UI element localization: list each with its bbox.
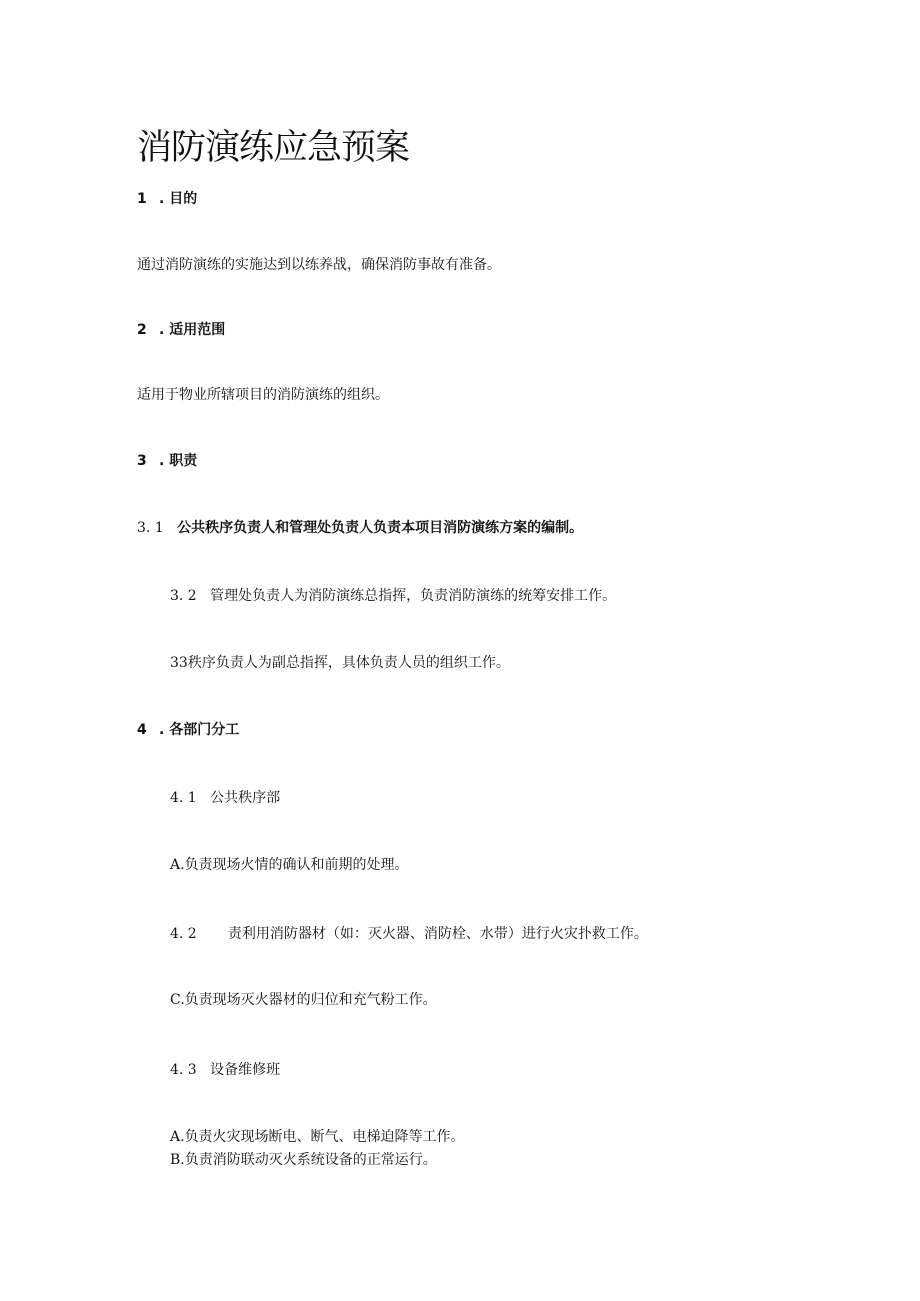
division-item xyxy=(170,1150,437,1170)
division-item xyxy=(170,924,648,944)
section-number: 1 xyxy=(137,191,147,207)
item-number: 4. 2 xyxy=(170,926,197,942)
section-label: . 适用范围 xyxy=(159,322,226,338)
section-label: . 各部门分工 xyxy=(159,722,240,738)
item-text: 负责消防联动灭火系统设备的正常运行。 xyxy=(184,1152,437,1168)
item-text: 负责现场灭火器材的归位和充气粉工作。 xyxy=(184,992,437,1008)
division-item xyxy=(170,855,409,875)
item-number: A. xyxy=(170,857,185,873)
section-heading-scope xyxy=(137,320,225,340)
section-heading-duties xyxy=(137,451,197,471)
section-number: 2 xyxy=(137,322,147,338)
section-label: . 目的 xyxy=(159,191,198,207)
section-heading-division xyxy=(137,720,239,740)
duty-item xyxy=(170,586,616,606)
item-number: C. xyxy=(170,992,185,1008)
section-number: 4 xyxy=(137,722,147,738)
duty-text: 秩序负责人为副总指挥，具体负责人员的组织工作。 xyxy=(187,655,510,671)
scope-paragraph: 适用于物业所辖项目的消防演练的组织。 xyxy=(137,387,389,403)
document-title: 消防演练应急预案 xyxy=(137,128,410,168)
item-text: 责利用消防器材（如：灭火器、消防栓、水带）进行火灾扑救工作。 xyxy=(227,926,648,942)
duty-number: 3. 2 xyxy=(170,588,197,604)
duty-number: 33 xyxy=(170,655,188,671)
division-item xyxy=(170,990,437,1010)
item-text: 负责火灾现场断电、断气、电梯迫降等工作。 xyxy=(184,1129,465,1145)
item-number: A. xyxy=(170,1129,185,1145)
division-item xyxy=(170,1127,465,1147)
purpose-paragraph: 通过消防演练的实施达到以练养战，确保消防事故有准备。 xyxy=(137,257,501,273)
item-number: 4. 3 xyxy=(170,1062,197,1078)
item-number: 4. 1 xyxy=(170,790,197,806)
duty-text: 公共秩序负责人和管理处负责人负责本项目消防演练方案的编制。 xyxy=(177,520,584,536)
item-text: 公共秩序部 xyxy=(210,790,281,806)
section-number: 3 xyxy=(137,453,147,469)
item-text: 负责现场火情的确认和前期的处理。 xyxy=(184,857,409,873)
section-label: . 职责 xyxy=(159,453,198,469)
division-item xyxy=(170,1060,280,1080)
division-item xyxy=(170,788,280,808)
item-text: 设备维修班 xyxy=(210,1062,281,1078)
duty-number: 3. 1 xyxy=(137,520,164,536)
duty-item xyxy=(170,653,510,673)
item-number: B. xyxy=(170,1152,185,1168)
duty-item xyxy=(137,518,583,538)
duty-text: 管理处负责人为消防演练总指挥，负责消防演练的统筹安排工作。 xyxy=(210,588,617,604)
section-heading-purpose xyxy=(137,189,197,209)
